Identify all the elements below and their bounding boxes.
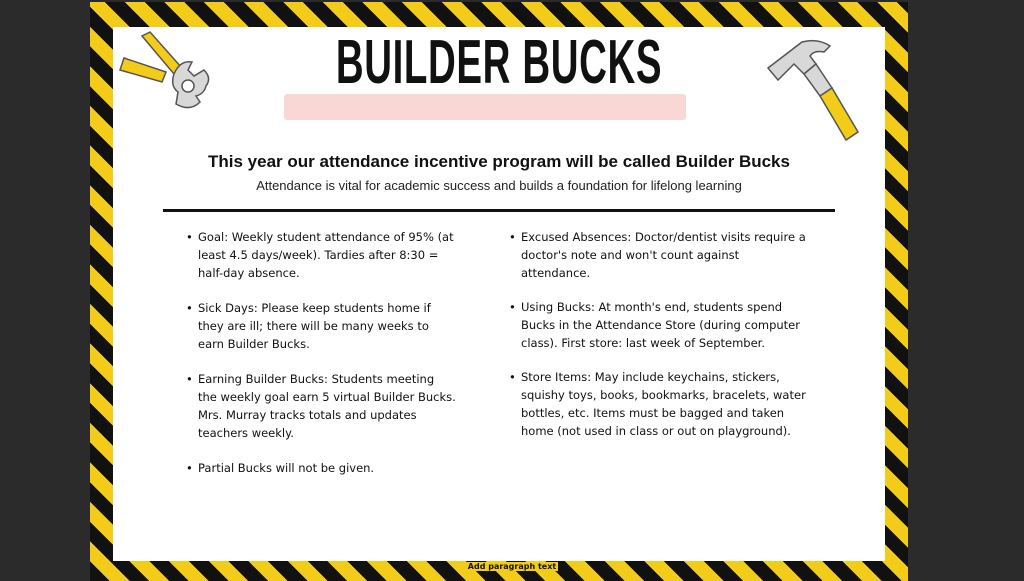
list-item-partial: • Partial Bucks will not be given. [186, 459, 456, 477]
hammer-icon [764, 36, 864, 142]
poster-title: BUILDER BUCKS [335, 28, 663, 97]
list-item-using-bucks: • Using Bucks: At month's end, students spend Bucks in the Attendance Store (during computer class). First store: last week of September. [509, 298, 809, 352]
left-list [186, 228, 456, 494]
poster-subhead: Attendance is vital for academic success and builds a foundation for lifelong learning [256, 178, 742, 193]
wrench-icon [116, 30, 216, 116]
list-item-excused: • Excused Absences: Doctor/dentist visits require a doctor's note and won't count against attendance. [509, 228, 809, 282]
footer-placeholder [0, 562, 1024, 571]
list-item-sick-days: • Sick Days: Please keep students home if they are ill; there will be many weeks to earn Builder Bucks. [186, 299, 456, 353]
poster-headline: This year our attendance incentive program will be called Builder Bucks [208, 152, 790, 171]
list-item-goal: • Goal: Weekly student attendance of 95% (at least 4.5 days/week). Tardies after 8:30 = half-day absence. [186, 228, 456, 282]
list-item-store-items: • Store Items: May include keychains, stickers, squishy toys, books, bookmarks, bracelets, water bottles, etc. Items must be bagged and taken home (not used in class or out on playground). [509, 368, 809, 440]
list-item-earning: • Earning Builder Bucks: Students meeting the weekly goal earn 5 virtual Builder Bucks. Mrs. Murray tracks totals and updates teachers weekly. [186, 370, 456, 442]
divider [163, 209, 835, 212]
right-list [509, 228, 809, 456]
footer-text: Add paragraph text [467, 562, 557, 571]
